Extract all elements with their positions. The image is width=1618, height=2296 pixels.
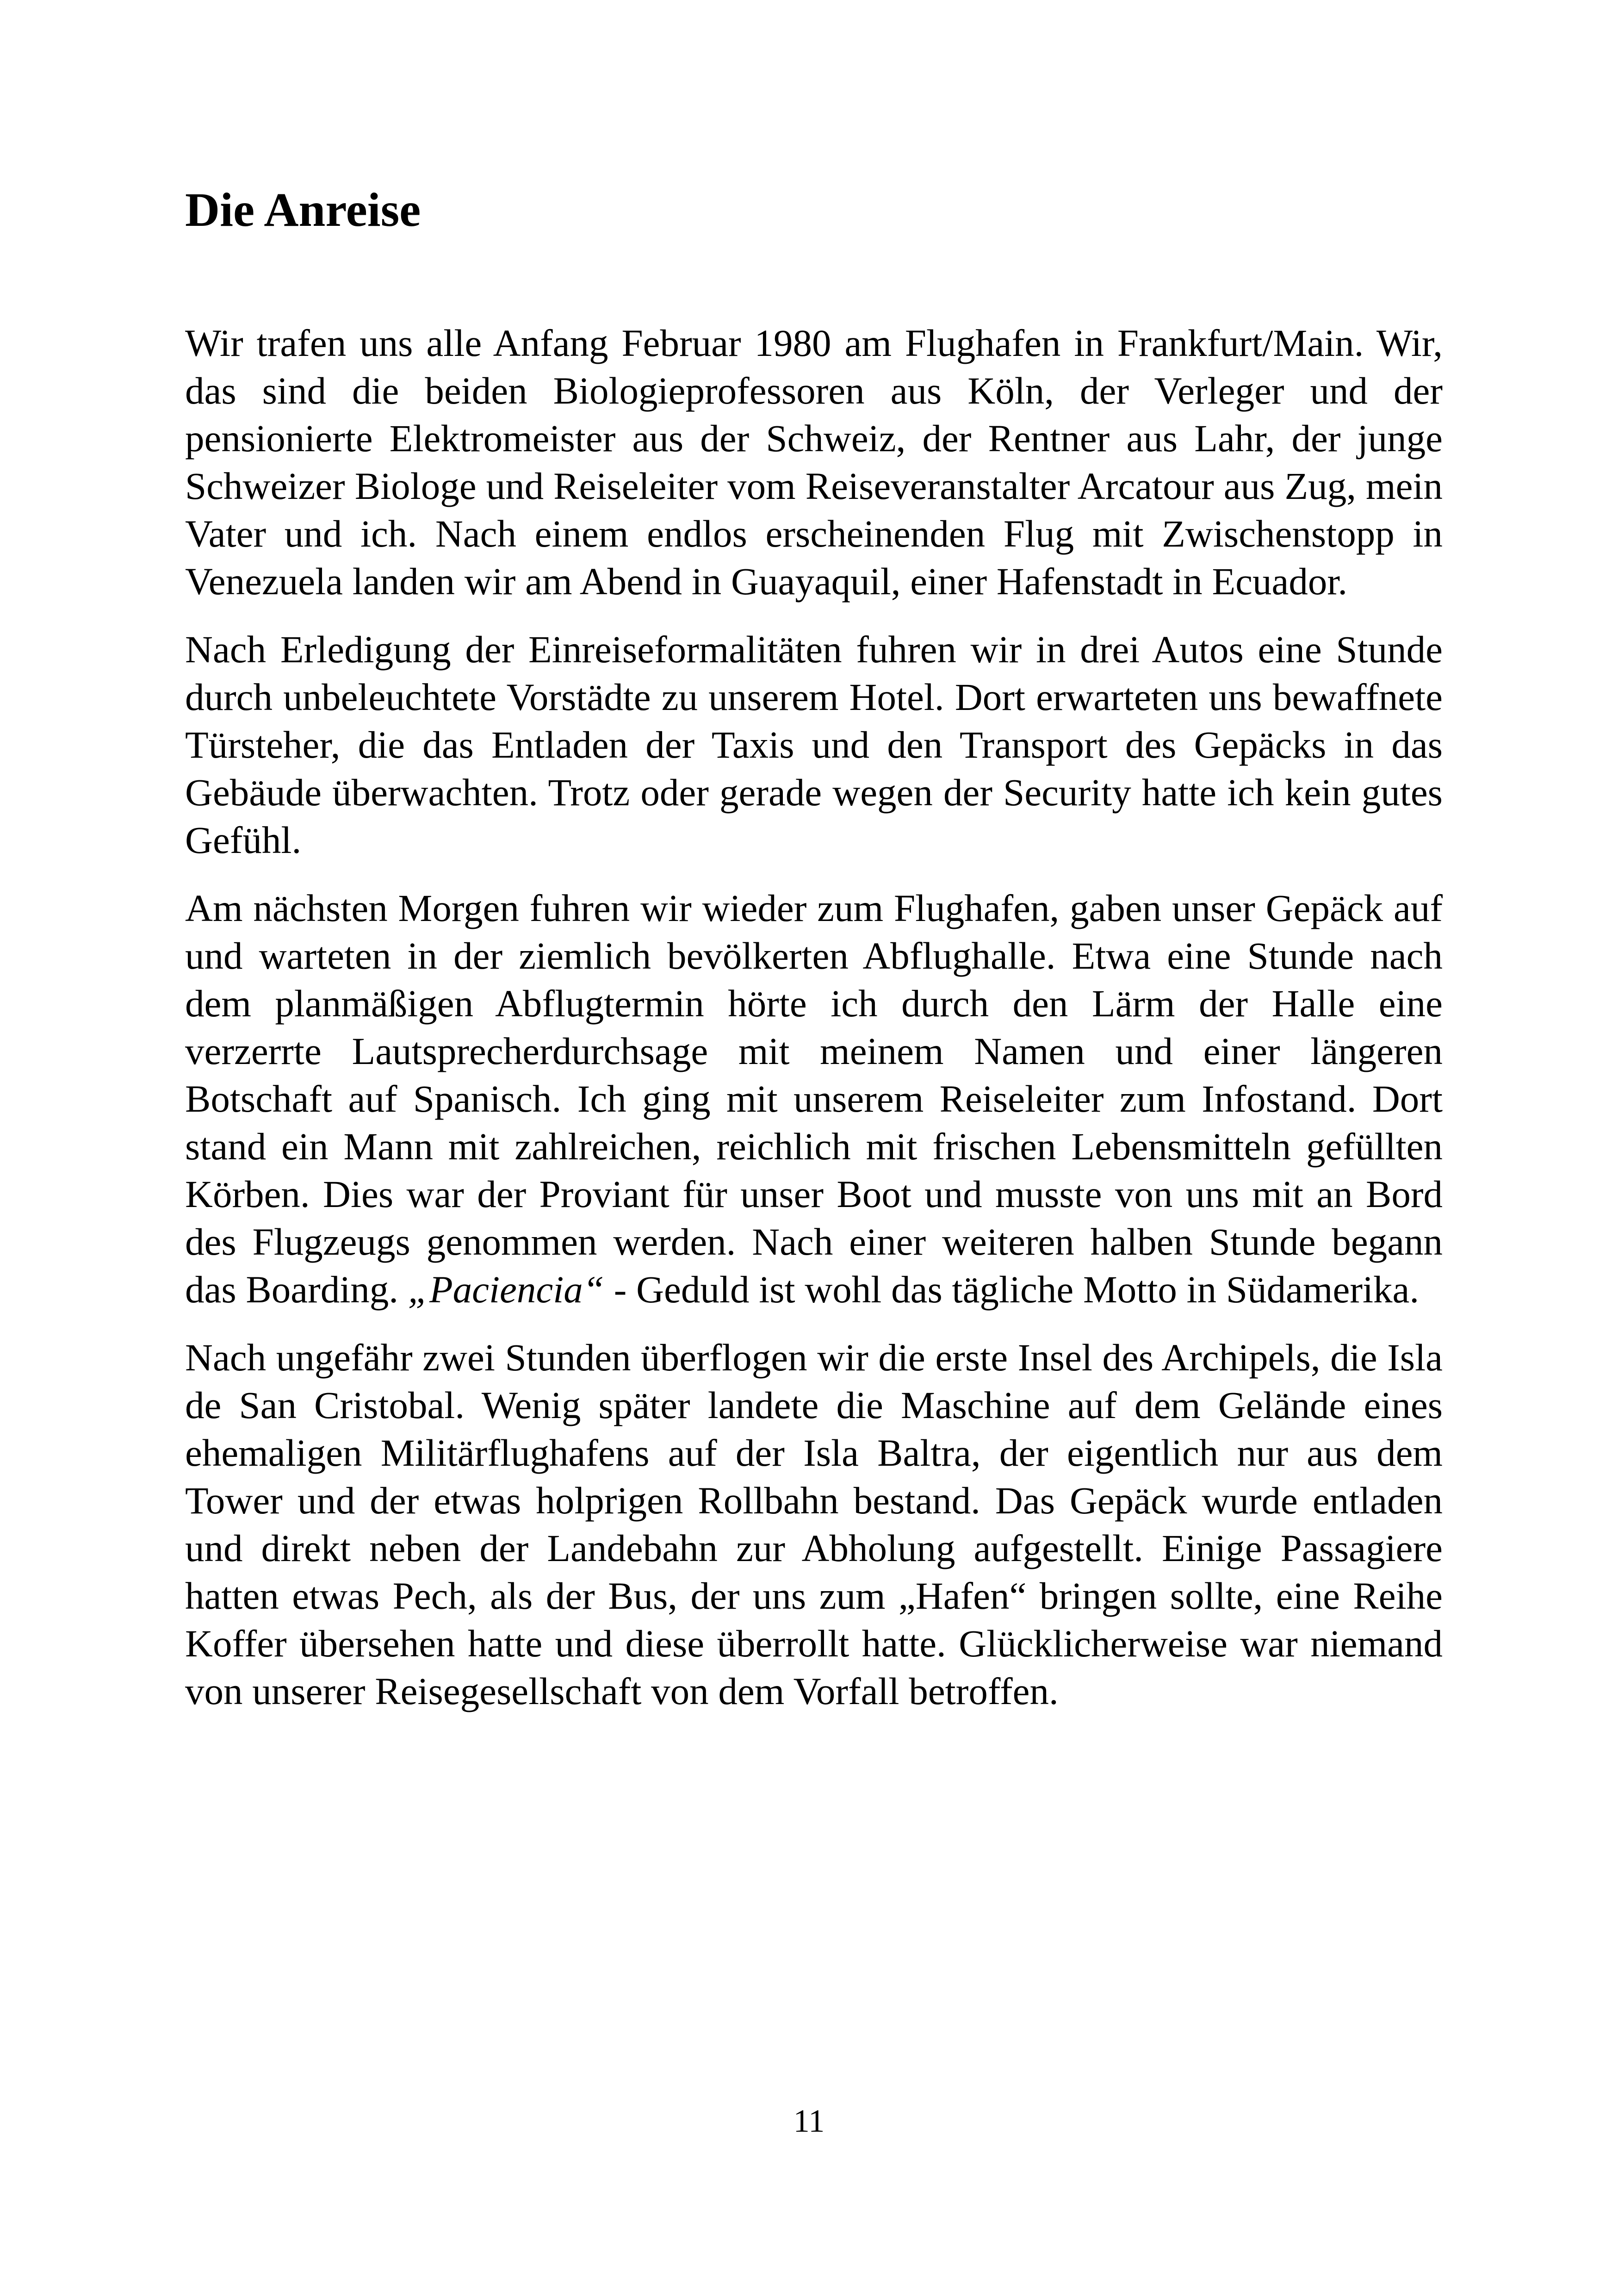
chapter-title: Die Anreise <box>185 183 421 236</box>
paragraph-departure: Wir trafen uns alle Anfang Februar 1980 am Flughafen in Frankfurt/Main. Wir, das sind die beiden Biologieprofessoren aus Köln, der Verleger und der pensionierte Elektromeister aus der Schweiz, der Rentner aus Lahr, der junge Schweizer Biologe und Reiseleiter vom Reiseveranstalter Arcatour aus Zug, mein Vater und ich. Nach einem endlos erscheinenden Flug mit Zwischenstopp in Venezuela landen wir am Abend in Guayaquil, einer Hafenstadt in Ecuador. <box>185 322 1443 603</box>
paragraph-arrival: Nach ungefähr zwei Stunden überflogen wir die erste Insel des Archipels, die Isla de San Cristobal. Wenig später landete die Maschine auf dem Gelände eines ehemaligen Militärflughafens auf der Isla Baltra, der eigentlich nur aus dem Tower und der etwas holprigen Rollbahn bestand. Das Gepäck wurde entladen und direkt neben der Landebahn zur Abholung aufgestellt. Einige Passagiere hatten etwas Pech, als der Bus, der uns zum „Hafen“ bringen sollte, eine Reihe Koffer übersehen hatte und diese überrollt hatte. Glücklicherweise war niemand von unserer Reisegesellschaft von dem Vorfall betroffen. <box>185 1336 1443 1712</box>
paragraph-hotel: Nach Erledigung der Einreiseformalitäten fuhren wir in drei Autos eine Stunde durch unbeleuchtete Vorstädte zu unserem Hotel. Dort erwarteten uns bewaffnete Türsteher, die das Entladen der Taxis und den Transport des Gepäcks in das Gebäude überwachten. Trotz oder gerade wegen der Security hatte ich kein gutes Gefühl. <box>185 628 1443 861</box>
paragraph-airport-text: Am nächsten Morgen fuhren wir wieder zum Flughafen, gaben unser Gepäck auf und warteten in der ziemlich bevölkerten Abflughalle. Etwa eine Stunde nach dem planmäßigen Abflugtermin hörte ich durch den Lärm der Halle eine verzerrte Lautsprecherdurchsage mit meinem Namen und einer längeren Botschaft auf Spanisch. Ich ging mit unserem Reiseleiter zum Infostand. Dort stand ein Mann mit zahlreichen, reichlich mit frischen Lebensmitteln gefüllten Körben. Dies war der Proviant für unser Boot und musste von uns mit an Bord des Flugzeugs genommen werden. Nach einer weiteren halben Stunde begann das Boarding. <box>185 887 1443 1311</box>
page-number: 11 <box>793 2103 825 2139</box>
paragraph-airport-text-end: - Geduld ist wohl das tägliche Motto in Südamerika. <box>604 1268 1420 1311</box>
paragraph-airport <box>185 884 1443 1313</box>
paciencia-emphasis: „Paciencia“ <box>408 1268 604 1311</box>
chapter-body <box>185 319 1443 1736</box>
